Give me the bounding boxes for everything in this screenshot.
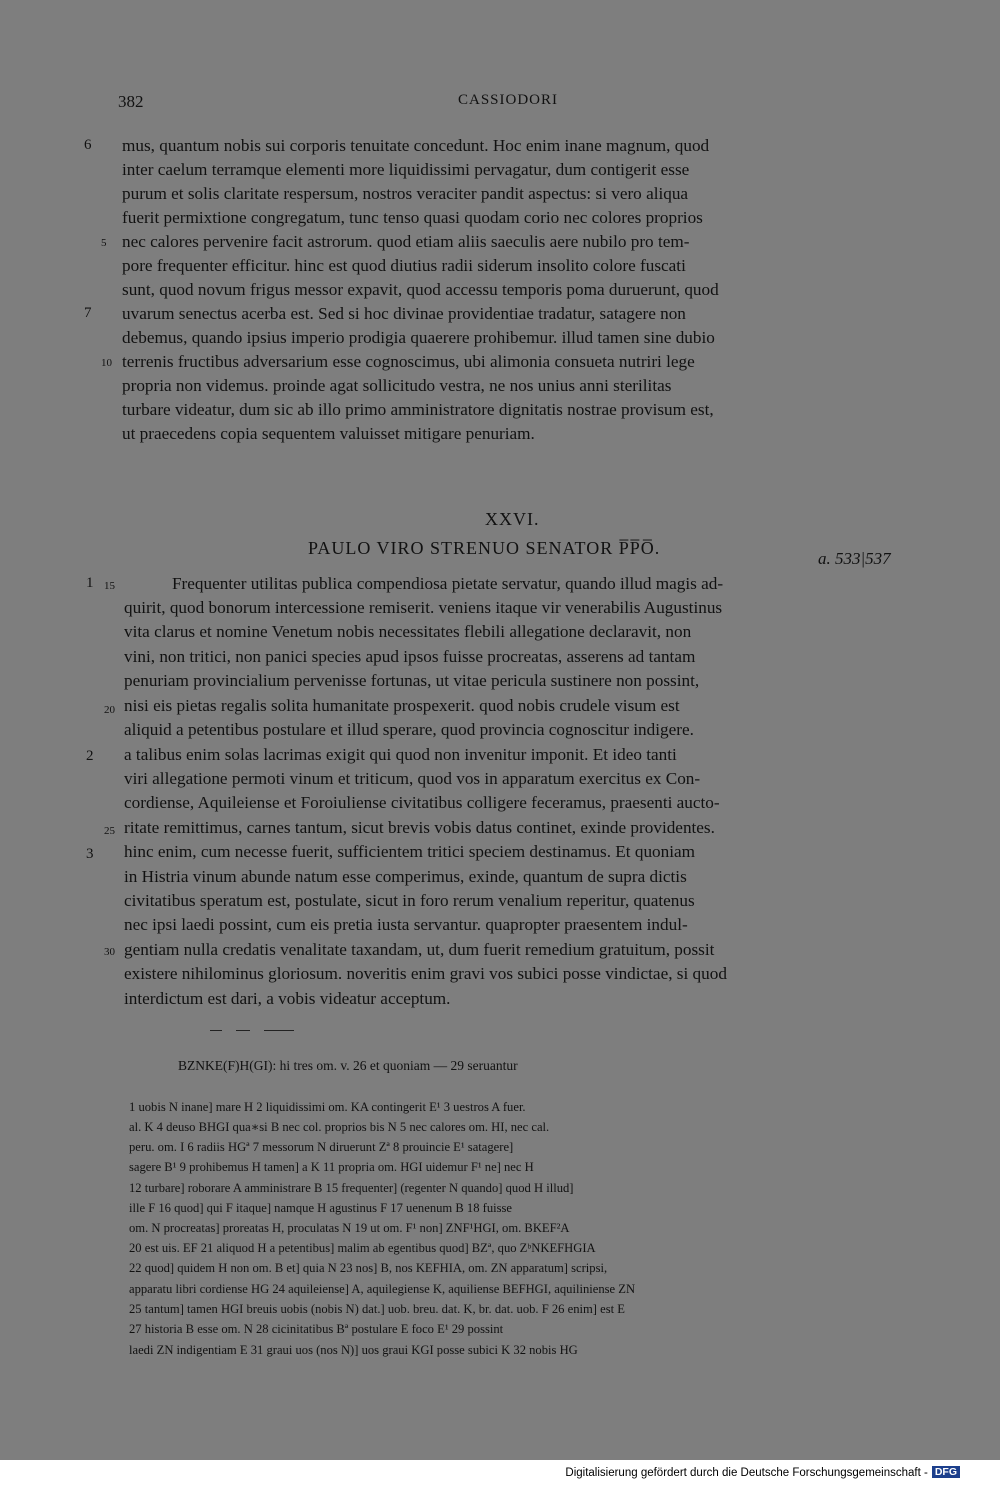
text-line: mus, quantum nobis sui corporis tenuitate concedunt. Hoc enim inane magnum, quod	[122, 136, 710, 155]
apparatus-line: om. N procreatas] proreatas H, proculatas N 19 ut om. F¹ non] ZNF¹HGI, om. BKEF²A	[129, 1221, 570, 1235]
text-line: nec ipsi laedi possint, cum eis pretia iusta servantur. quapropter praesentem indul-	[124, 915, 688, 934]
separator-rule	[210, 1030, 222, 1031]
text-line: nec calores pervenire facit astrorum. quod etiam aliis saeculis aere nubilo pro tem-	[122, 232, 690, 251]
line-number: 5	[101, 237, 107, 249]
line-number: 25	[104, 825, 115, 837]
footer-text: Digitalisierung gefördert durch die Deutsche Forschungsgemeinschaft -	[565, 1467, 928, 1479]
text-line: penuriam provincialium pervenisse fortunas, ut vitae pericula sustinere non possint,	[124, 671, 700, 690]
text-line: aliquid a petentibus postulare et illud sperare, quod provincia cognoscitur indigere.	[124, 720, 694, 739]
line-number: 10	[101, 357, 112, 369]
section-mark: 3	[86, 846, 94, 862]
text-line: vini, non tritici, non panici species apud ipsos fuisse procreatas, asserens ad tantam	[124, 647, 696, 666]
text-line: quirit, quod bonorum intercessione remiserit. veniens itaque vir venerabilis Augustinus	[124, 598, 723, 617]
text-line: terrenis fructibus adversarium esse cognoscimus, ubi alimonia consueta nutriri lege	[122, 352, 695, 371]
apparatus-line: 25 tantum] tamen HGI breuis uobis (nobis N) dat.] uob. breu. dat. K, br. dat. uob. F 26 enim] est E	[129, 1302, 625, 1316]
text-line: inter caelum terramque elementi more liquidissimi pervagatur, dum contigerit esse	[122, 160, 690, 179]
apparatus-line: ille F 16 quod] qui F itaque] namque H agustinus F 17 uenenum B 18 fuisse	[129, 1201, 513, 1215]
text-line: gentiam nulla credatis venalitate taxandam, ut, dum fuerit remedium gratuitum, possit	[124, 940, 715, 959]
apparatus-line: 12 turbare] roborare A amministrare B 15 frequenter] (regenter N quando] quod H illud]	[129, 1181, 574, 1195]
text-line: uvarum senectus acerba est. Sed si hoc divinae providentiae tradatur, satagere non	[122, 304, 686, 323]
apparatus-line: apparatu libri cordiense HG 24 aquileiense] A, aquilegiense K, aquiliense BEFHGI, aquiliniense ZN	[129, 1282, 636, 1296]
text-line: interdictum est dari, a vobis videatur acceptum.	[124, 989, 451, 1008]
page-number: 382	[118, 92, 144, 111]
section-mark: 6	[84, 137, 92, 153]
apparatus-line: laedi ZN indigentiam E 31 graui uos (nos N)] uos graui KGI posse subici K 32 nobis HG	[129, 1343, 578, 1357]
dfg-logo: DFG	[932, 1466, 960, 1478]
apparatus-line: 22 quod] quidem H non om. B et] quia N 23 nos] B, nos KEFHIA, om. ZN apparatum] scripsi,	[129, 1261, 608, 1275]
text-line: fuerit permixtione congregatum, tunc tenso quasi quodam corio nec colores proprios	[122, 208, 703, 227]
text-line: nisi eis pietas regalis solita humanitate prospexerit. quod nobis crudele visum est	[124, 696, 680, 715]
text-line: pore frequenter efficitur. hinc est quod diutius radii siderum insolito colore fuscati	[122, 256, 686, 275]
text-line: vita clarus et nomine Venetum nobis necessitates flebili allegatione declaravit, non	[124, 622, 692, 641]
text-line: cordiense, Aquileiense et Foroiuliense civitatibus colligere feceramus, praesenti aucto-	[124, 793, 720, 812]
letter-address: PAULO VIRO STRENUO SENATOR P̅P̅O̅.	[308, 538, 661, 558]
apparatus-line: 20 est uis. EF 21 aliquod H a petentibus] malim ab egentibus quod] BZª, quo ZᵇNKEFHGIA	[129, 1241, 596, 1255]
line-number: 30	[104, 946, 115, 958]
text-line: ut praecedens copia sequentem valuisset mitigare penuriam.	[122, 424, 535, 443]
section-mark: 2	[86, 748, 94, 764]
text-line: hinc enim, cum necesse fuerit, sufficientem tritici speciem destinamus. Et quoniam	[124, 842, 696, 861]
text-line: in Histria vinum abunde natum esse comperimus, exinde, quantum de supra dictis	[124, 867, 687, 886]
section-mark: 7	[84, 305, 92, 321]
text-line: ritate remittimus, carnes tantum, sicut brevis vobis datus continet, exinde providentes.	[124, 818, 715, 837]
text-line: sunt, quod novum frigus messor expavit, quod accessu temporis poma duruerunt, quod	[122, 280, 719, 299]
apparatus-line: 1 uobis N inane] mare H 2 liquidissimi om. KA contingerit E¹ 3 uestros A fuer.	[129, 1100, 526, 1114]
text-line: debemus, quando ipsius imperio prodigia quaerere prohibemur. illud tamen sine dubio	[122, 328, 715, 347]
running-title: CASSIODORI	[458, 92, 559, 108]
manuscript-sigla: BZNKE(F)H(GI): hi tres om. v. 26 et quoniam — 29 seruantur	[178, 1058, 518, 1073]
text-line: turbare videatur, dum sic ab illo primo amministratore dignitatis nostrae provisum est,	[122, 400, 714, 419]
text-line: purum et solis claritate respersum, nostros veraciter pandit aspectus: si vero aliqua	[122, 184, 689, 203]
apparatus-line: 27 historia B esse om. N 28 cicinitatibus Bª postulare E foco E¹ 29 possint	[129, 1322, 504, 1336]
text-line: existere nihilominus gloriosum. noveritis enim gravi vos subici posse vindictae, si quod	[124, 964, 727, 983]
text-line: a talibus enim solas lacrimas exigit qui quod non invenitur imponit. Et ideo tanti	[124, 745, 677, 764]
text-line: civitatibus speratum est, postulate, sicut in foro rerum venalium reperitur, quatenus	[124, 891, 695, 910]
section-mark: 1	[86, 575, 94, 591]
letter-number: XXVI.	[485, 509, 540, 529]
text-line: propria non videmus. proinde agat sollicitudo vestra, ne nos unius anni sterilitas	[122, 376, 672, 395]
funding-footer	[565, 1466, 960, 1479]
text-line: viri allegatione permoti vinum et triticum, quod vos in apparatum exercitus ex Con-	[124, 769, 701, 788]
line-number: 20	[104, 704, 115, 716]
apparatus-line: peru. om. I 6 radiis HGª 7 messorum N diruerunt Zª 8 prouincie E¹ satagere]	[129, 1140, 514, 1154]
apparatus-line: al. K 4 deuso BHGI qua∗si B nec col. proprios bis N 5 nec calores om. HI, nec cal.	[129, 1120, 550, 1134]
letter-date: a. 533|537	[818, 549, 891, 568]
apparatus-line: sagere B¹ 9 prohibemus H tamen] a K 11 propria om. HGI uidemur F¹ ne] nec H	[129, 1160, 534, 1174]
separator-rule	[264, 1030, 294, 1031]
separator-rule	[236, 1030, 250, 1031]
text-line: Frequenter utilitas publica compendiosa pietate servatur, quando illud magis ad-	[172, 574, 724, 593]
line-number: 15	[104, 580, 115, 592]
